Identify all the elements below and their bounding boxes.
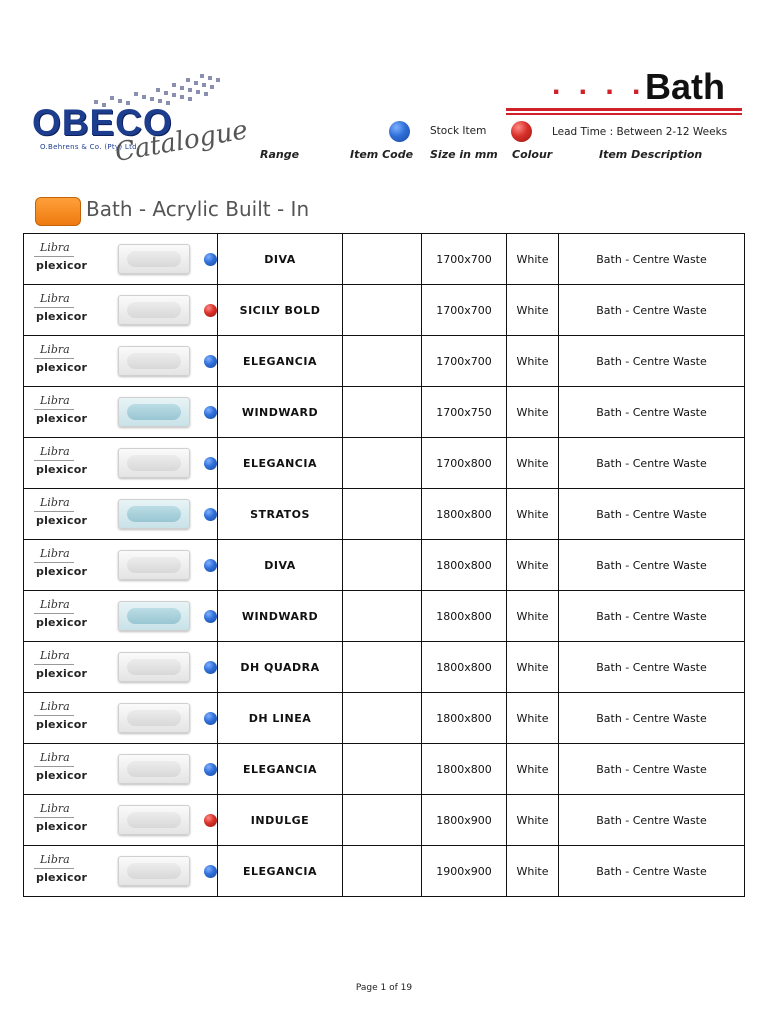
brand-divider [34, 460, 74, 461]
range-cell: ELEGANCIA [218, 744, 343, 795]
brand-libra-text: Libra [40, 547, 70, 560]
logo-catalogue-script: Catalogue [112, 115, 251, 168]
status-cell [204, 744, 218, 795]
status-dot-icon [204, 508, 217, 521]
table-row [24, 642, 745, 693]
libra-plexicor-logo [30, 443, 88, 483]
status-cell [204, 489, 218, 540]
table-row [24, 795, 745, 846]
colour-cell: White [507, 795, 559, 846]
item-code-cell [343, 846, 422, 897]
brand-plexicor-text: plexicor [36, 259, 88, 272]
size-cell: 1900x900 [422, 846, 507, 897]
brand-divider [34, 511, 74, 512]
bath-image [118, 448, 190, 478]
item-code-cell [343, 540, 422, 591]
table-row [24, 693, 745, 744]
col-header-range: Range [260, 148, 300, 161]
section-title: Bath - Acrylic Built - In [86, 197, 310, 221]
brand-libra-text: Libra [40, 496, 70, 509]
table-row [24, 489, 745, 540]
range-cell: WINDWARD [218, 387, 343, 438]
colour-cell: White [507, 846, 559, 897]
colour-cell: White [507, 642, 559, 693]
bath-image [118, 703, 190, 733]
brand-plexicor-text: plexicor [36, 820, 88, 833]
libra-plexicor-logo [30, 392, 88, 432]
size-cell: 1800x800 [422, 591, 507, 642]
description-cell: Bath - Centre Waste [559, 846, 745, 897]
brand-cell [24, 336, 104, 387]
status-dot-icon [204, 610, 217, 623]
brand-divider [34, 868, 74, 869]
range-cell: STRATOS [218, 489, 343, 540]
bath-image [118, 856, 190, 886]
range-cell: WINDWARD [218, 591, 343, 642]
bath-image-cell [104, 540, 204, 591]
status-cell [204, 387, 218, 438]
bath-image-cell [104, 336, 204, 387]
brand-plexicor-text: plexicor [36, 361, 88, 374]
brand-divider [34, 715, 74, 716]
status-dot-icon [204, 814, 217, 827]
logo-company-name: O.Behrens & Co. (Pty) Ltd [40, 143, 137, 151]
range-cell: INDULGE [218, 795, 343, 846]
brand-libra-text: Libra [40, 649, 70, 662]
brand-divider [34, 307, 74, 308]
size-cell: 1800x800 [422, 744, 507, 795]
title-dots: . . . . [552, 68, 646, 101]
description-cell: Bath - Centre Waste [559, 642, 745, 693]
bath-image-cell [104, 591, 204, 642]
bath-image [118, 346, 190, 376]
size-cell: 1800x800 [422, 489, 507, 540]
status-dot-icon [204, 559, 217, 572]
bath-image [118, 754, 190, 784]
bath-image-cell [104, 744, 204, 795]
brand-plexicor-text: plexicor [36, 310, 88, 323]
range-cell: SICILY BOLD [218, 285, 343, 336]
brand-divider [34, 562, 74, 563]
size-cell: 1700x800 [422, 438, 507, 489]
obeco-logo [30, 72, 250, 182]
item-code-cell [343, 693, 422, 744]
brand-cell [24, 591, 104, 642]
status-dot-icon [204, 865, 217, 878]
status-cell [204, 438, 218, 489]
status-cell [204, 693, 218, 744]
colour-cell: White [507, 438, 559, 489]
range-cell: DH LINEA [218, 693, 343, 744]
brand-plexicor-text: plexicor [36, 718, 88, 731]
range-cell: DIVA [218, 234, 343, 285]
item-code-cell [343, 642, 422, 693]
range-cell: ELEGANCIA [218, 846, 343, 897]
status-dot-icon [204, 712, 217, 725]
product-table-body [24, 234, 745, 897]
stock-item-legend-icon [389, 121, 410, 142]
stock-item-legend-label: Stock Item [430, 125, 487, 137]
brand-libra-text: Libra [40, 802, 70, 815]
status-dot-icon [204, 253, 217, 266]
bath-image-cell [104, 642, 204, 693]
libra-plexicor-logo [30, 851, 88, 891]
bath-image-cell [104, 846, 204, 897]
brand-cell [24, 846, 104, 897]
status-cell [204, 591, 218, 642]
size-cell: 1700x750 [422, 387, 507, 438]
status-dot-icon [204, 763, 217, 776]
bath-image-cell [104, 438, 204, 489]
table-row [24, 744, 745, 795]
brand-plexicor-text: plexicor [36, 667, 88, 680]
status-cell [204, 540, 218, 591]
colour-cell: White [507, 591, 559, 642]
status-cell [204, 285, 218, 336]
status-dot-icon [204, 304, 217, 317]
description-cell: Bath - Centre Waste [559, 387, 745, 438]
description-cell: Bath - Centre Waste [559, 438, 745, 489]
brand-cell [24, 642, 104, 693]
table-row [24, 540, 745, 591]
brand-cell [24, 285, 104, 336]
item-code-cell [343, 591, 422, 642]
libra-plexicor-logo [30, 341, 88, 381]
colour-cell: White [507, 540, 559, 591]
colour-cell: White [507, 744, 559, 795]
page-number: Page 1 of 19 [355, 983, 413, 993]
status-cell [204, 336, 218, 387]
title-underline [506, 108, 742, 111]
description-cell: Bath - Centre Waste [559, 693, 745, 744]
brand-libra-text: Libra [40, 598, 70, 611]
range-cell: DH QUADRA [218, 642, 343, 693]
size-cell: 1700x700 [422, 336, 507, 387]
item-code-cell [343, 234, 422, 285]
item-code-cell [343, 285, 422, 336]
brand-libra-text: Libra [40, 241, 70, 254]
description-cell: Bath - Centre Waste [559, 285, 745, 336]
size-cell: 1700x700 [422, 234, 507, 285]
brand-plexicor-text: plexicor [36, 871, 88, 884]
lead-time-legend-icon [511, 121, 532, 142]
title-underline-secondary [506, 113, 742, 115]
bath-image-cell [104, 795, 204, 846]
description-cell: Bath - Centre Waste [559, 540, 745, 591]
libra-plexicor-logo [30, 596, 88, 636]
size-cell: 1800x900 [422, 795, 507, 846]
bath-image [118, 244, 190, 274]
bath-image [118, 805, 190, 835]
brand-divider [34, 256, 74, 257]
table-row [24, 591, 745, 642]
brand-cell [24, 540, 104, 591]
status-cell [204, 846, 218, 897]
bath-image [118, 652, 190, 682]
brand-divider [34, 358, 74, 359]
brand-divider [34, 664, 74, 665]
brand-plexicor-text: plexicor [36, 514, 88, 527]
colour-cell: White [507, 387, 559, 438]
status-cell [204, 642, 218, 693]
col-header-size: Size in mm [430, 148, 498, 161]
colour-cell: White [507, 336, 559, 387]
description-cell: Bath - Centre Waste [559, 744, 745, 795]
status-dot-icon [204, 355, 217, 368]
brand-divider [34, 613, 74, 614]
colour-cell: White [507, 693, 559, 744]
size-cell: 1800x800 [422, 540, 507, 591]
colour-cell: White [507, 489, 559, 540]
brand-libra-text: Libra [40, 292, 70, 305]
brand-libra-text: Libra [40, 445, 70, 458]
description-cell: Bath - Centre Waste [559, 591, 745, 642]
status-dot-icon [204, 661, 217, 674]
bath-image [118, 397, 190, 427]
brand-plexicor-text: plexicor [36, 616, 88, 629]
brand-cell [24, 489, 104, 540]
table-row [24, 285, 745, 336]
brand-plexicor-text: plexicor [36, 412, 88, 425]
range-cell: ELEGANCIA [218, 438, 343, 489]
col-header-description: Item Description [599, 148, 703, 161]
size-cell: 1800x800 [422, 642, 507, 693]
brand-cell [24, 234, 104, 285]
bath-image [118, 499, 190, 529]
brand-libra-text: Libra [40, 853, 70, 866]
brand-plexicor-text: plexicor [36, 565, 88, 578]
brand-libra-text: Libra [40, 343, 70, 356]
size-cell: 1800x800 [422, 693, 507, 744]
table-row [24, 234, 745, 285]
brand-libra-text: Libra [40, 751, 70, 764]
item-code-cell [343, 744, 422, 795]
page-title: Bath [645, 66, 725, 107]
col-header-colour: Colour [512, 148, 553, 161]
description-cell: Bath - Centre Waste [559, 795, 745, 846]
item-code-cell [343, 489, 422, 540]
description-cell: Bath - Centre Waste [559, 336, 745, 387]
table-row [24, 846, 745, 897]
libra-plexicor-logo [30, 647, 88, 687]
libra-plexicor-logo [30, 494, 88, 534]
table-row [24, 336, 745, 387]
brand-libra-text: Libra [40, 394, 70, 407]
bath-image-cell [104, 693, 204, 744]
libra-plexicor-logo [30, 749, 88, 789]
libra-plexicor-logo [30, 698, 88, 738]
range-cell: DIVA [218, 540, 343, 591]
product-table [23, 233, 745, 897]
item-code-cell [343, 387, 422, 438]
brand-divider [34, 766, 74, 767]
status-dot-icon [204, 457, 217, 470]
brand-plexicor-text: plexicor [36, 769, 88, 782]
range-cell: ELEGANCIA [218, 336, 343, 387]
bath-image-cell [104, 489, 204, 540]
bath-image [118, 550, 190, 580]
brand-plexicor-text: plexicor [36, 463, 88, 476]
col-header-item-code: Item Code [350, 148, 414, 161]
status-cell [204, 795, 218, 846]
size-cell: 1700x700 [422, 285, 507, 336]
description-cell: Bath - Centre Waste [559, 234, 745, 285]
item-code-cell [343, 336, 422, 387]
item-code-cell [343, 795, 422, 846]
brand-divider [34, 817, 74, 818]
colour-cell: White [507, 234, 559, 285]
bath-image [118, 295, 190, 325]
bath-image-cell [104, 387, 204, 438]
item-code-cell [343, 438, 422, 489]
brand-divider [34, 409, 74, 410]
libra-plexicor-logo [30, 239, 88, 279]
description-cell: Bath - Centre Waste [559, 489, 745, 540]
colour-cell: White [507, 285, 559, 336]
brand-cell [24, 744, 104, 795]
bath-image [118, 601, 190, 631]
status-dot-icon [204, 406, 217, 419]
brand-cell [24, 795, 104, 846]
lead-time-legend-label: Lead Time : Between 2-12 Weeks [552, 126, 728, 138]
brand-cell [24, 387, 104, 438]
table-row [24, 387, 745, 438]
brand-cell [24, 438, 104, 489]
section-color-chip [35, 197, 81, 226]
libra-plexicor-logo [30, 290, 88, 330]
status-cell [204, 234, 218, 285]
logo-wordmark: OBECO [32, 102, 173, 143]
brand-libra-text: Libra [40, 700, 70, 713]
table-row [24, 438, 745, 489]
libra-plexicor-logo [30, 800, 88, 840]
libra-plexicor-logo [30, 545, 88, 585]
bath-image-cell [104, 285, 204, 336]
brand-cell [24, 693, 104, 744]
bath-image-cell [104, 234, 204, 285]
